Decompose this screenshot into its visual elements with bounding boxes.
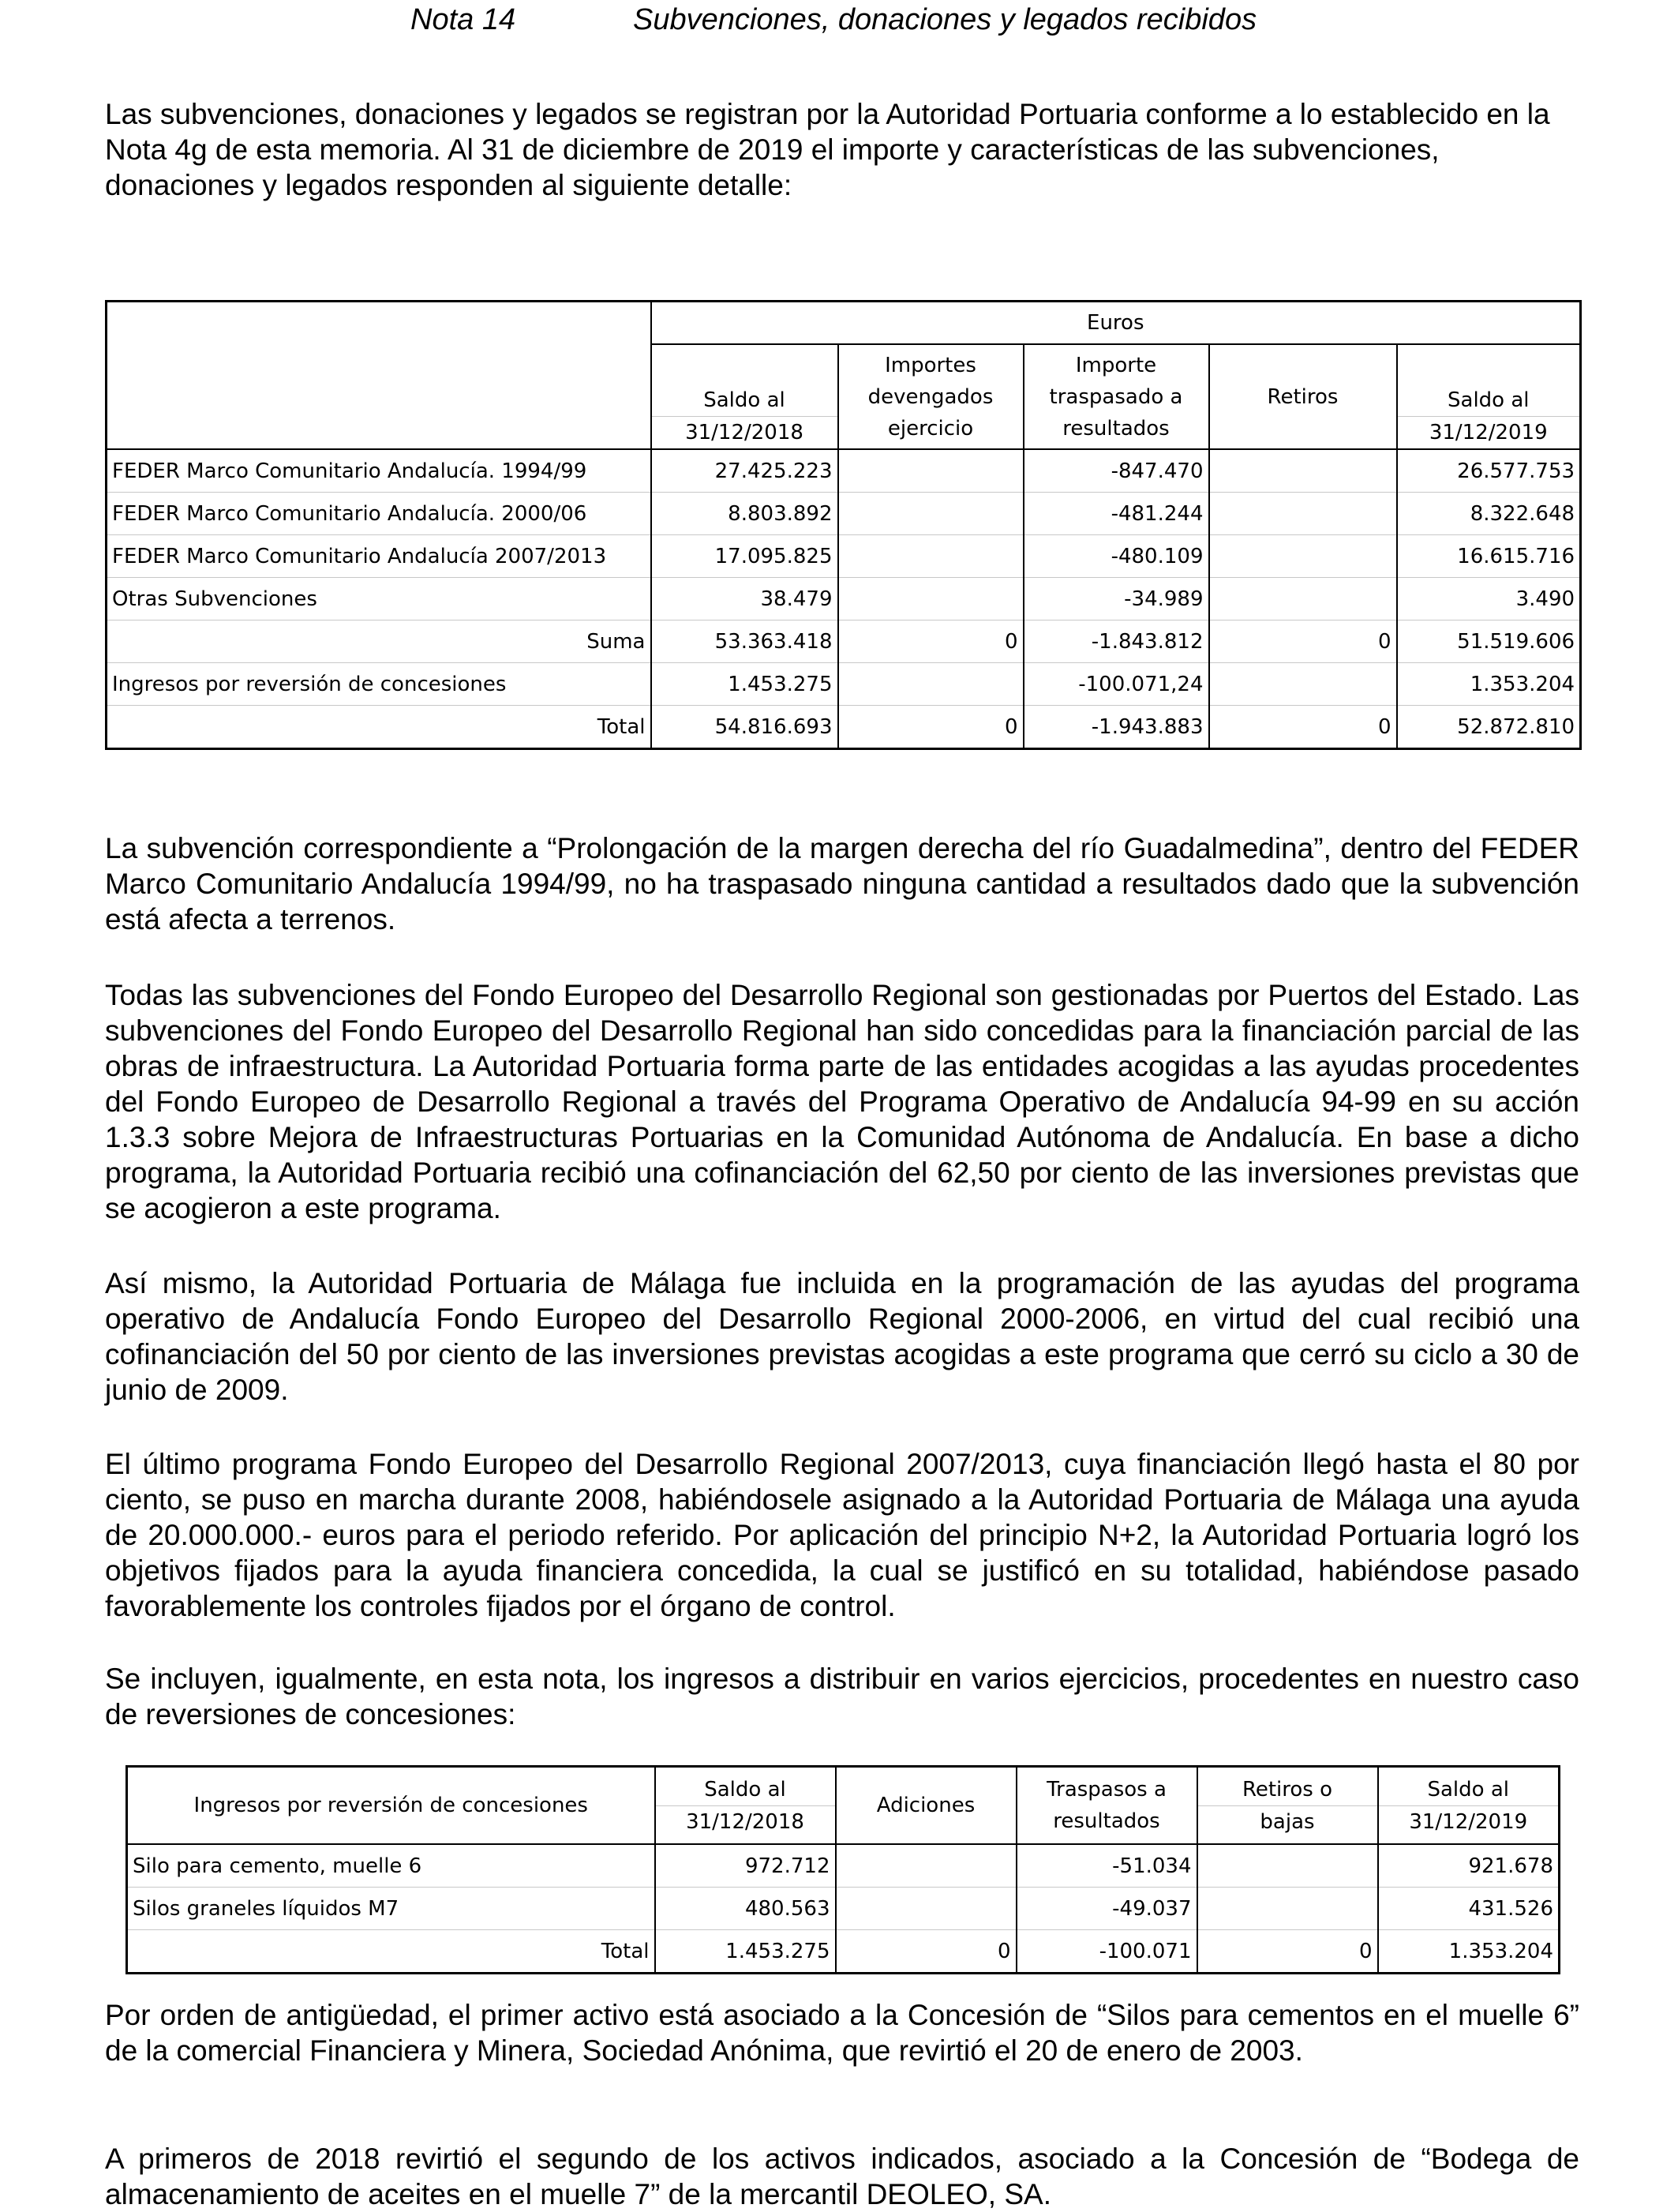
note-number: Nota 14 xyxy=(410,3,516,36)
col-traspasos xyxy=(1017,1767,1197,1845)
col2-saldo-2019-line2: 31/12/2019 xyxy=(1379,1805,1559,1838)
total-label: Total xyxy=(107,706,651,749)
col-devengados-line3: ejercicio xyxy=(887,416,974,441)
total-row xyxy=(127,1930,1560,1974)
cell-traspasado: -34.989 xyxy=(1024,578,1209,620)
cell-retiros xyxy=(1209,493,1397,535)
col-traspasado-line1: Importe xyxy=(1075,353,1157,377)
col-concepto: Ingresos por reversión de concesiones xyxy=(127,1767,655,1845)
intro-paragraph: Las subvenciones, donaciones y legados se registran por la Autoridad Portuaria conforme a lo establecido en la Nota 4g de esta memoria. Al 31 de diciembre de 2019 el importe y características de las subvenciones, donaciones y legados responden al siguiente detalle: xyxy=(105,98,1550,201)
cell-retiros xyxy=(1209,535,1397,578)
paragraph-bodega-aceites: A primeros de 2018 revirtió el segundo de los activos indicados, asociado a la Concesión de “Bodega de almacenamiento de aceites en el muelle 7” de la mercantil DEOLEO, SA. xyxy=(105,2143,1579,2210)
note-title: Subvenciones, donaciones y legados recibidos xyxy=(633,3,1257,36)
cell-saldo-2019: 16.615.716 xyxy=(1397,535,1581,578)
cell-traspasos: -49.037 xyxy=(1017,1888,1197,1930)
col-traspasado-line3: resultados xyxy=(1062,416,1170,441)
suma-traspasado: -1.843.812 xyxy=(1024,620,1209,663)
ingresos-row xyxy=(107,663,1581,706)
suma-row xyxy=(107,620,1581,663)
row-label: FEDER Marco Comunitario Andalucía. 1994/99 xyxy=(107,449,651,493)
row-label: Otras Subvenciones xyxy=(107,578,651,620)
ingresos-saldo-2019: 1.353.204 xyxy=(1397,663,1581,706)
total-saldo-2019: 52.872.810 xyxy=(1397,706,1581,749)
col-retiros-bajas-line1: Retiros o xyxy=(1242,1777,1333,1801)
cell-devengados xyxy=(838,493,1024,535)
grants-table-label-header xyxy=(107,344,651,449)
table-row xyxy=(107,535,1581,578)
col-retiros: Retiros xyxy=(1209,344,1397,449)
cell-traspasado: -481.244 xyxy=(1024,493,1209,535)
col-saldo-2018-line2: 31/12/2018 xyxy=(652,416,837,448)
grants-table-corner xyxy=(107,302,651,345)
total-retiros: 0 xyxy=(1209,706,1397,749)
cell-saldo-2018: 972.712 xyxy=(655,1844,836,1888)
col-devengados xyxy=(838,344,1024,449)
col-devengados-line2: devengados xyxy=(867,384,994,409)
col2-saldo-2019 xyxy=(1378,1767,1560,1845)
paragraph-feder-2000: Así mismo, la Autoridad Portuaria de Málaga fue incluida en la programación de las ayudas del programa operativo de Andalucía Fondo Europeo del Desarrollo Regional 2000-2006, en virtud del cual recibió una cofinanciación del 50 por ciento de las inversiones previstas acogidas a este programa que cerró su ciclo a 30 de junio de 2009. xyxy=(105,1267,1579,1406)
concessions-table xyxy=(125,1765,1560,1974)
col-saldo-2019-line1: Saldo al xyxy=(1448,388,1530,412)
total-devengados: 0 xyxy=(838,706,1024,749)
paragraph-feder-1994: Todas las subvenciones del Fondo Europeo del Desarrollo Regional son gestionadas por Puertos del Estado. Las subvenciones del Fondo Europeo del Desarrollo Regional han sido concedidas para la financiación parcial de las obras de infraestructura. La Autoridad Portuaria forma parte de las entidades acogidas a las ayudas procedentes del Fondo Europeo de Desarrollo Regional a través del Programa Operativo de Andalucía 94-99 en su acción 1.3.3 sobre Mejora de Infraestructuras Portuarias en la Comunidad Autónoma de Andalucía. En base a dicho programa, la Autoridad Portuaria recibió una cofinanciación del 62,50 por ciento de las inversiones previstas que se acogieron a este programa. xyxy=(105,979,1579,1224)
col2-saldo-2018-line2: 31/12/2018 xyxy=(656,1805,835,1838)
total-adiciones: 0 xyxy=(836,1930,1017,1974)
cell-retiros xyxy=(1209,449,1397,493)
ingresos-label: Ingresos por reversión de concesiones xyxy=(107,663,651,706)
cell-retiros xyxy=(1197,1888,1378,1930)
cell-adiciones xyxy=(836,1888,1017,1930)
table-row xyxy=(127,1888,1560,1930)
col-saldo-2018 xyxy=(651,344,838,449)
cell-traspasado: -480.109 xyxy=(1024,535,1209,578)
ingresos-retiros xyxy=(1209,663,1397,706)
col-traspasos-line1: Traspasos a xyxy=(1047,1778,1167,1801)
suma-label: Suma xyxy=(107,620,651,663)
total-traspasos: -100.071 xyxy=(1017,1930,1197,1974)
cell-devengados xyxy=(838,535,1024,578)
ingresos-traspasado: -100.071,24 xyxy=(1024,663,1209,706)
row-label: Silo para cemento, muelle 6 xyxy=(127,1844,655,1888)
cell-retiros xyxy=(1209,578,1397,620)
paragraph-feder-2007: El último programa Fondo Europeo del Desarrollo Regional 2007/2013, cuya financiación llegó hasta el 80 por ciento, se puso en marcha durante 2008, habiéndosele asignado a la Autoridad Portuaria de Málaga una ayuda de 20.000.000.- euros para el periodo referido. Por aplicación del principio N+2, la Autoridad Portuaria logró los objetivos fijados para la ayuda financiera concedida, la cual se justificó en su totalidad, habiéndose pasado favorablemente los controles fijados por el órgano de control. xyxy=(105,1448,1579,1622)
cell-devengados xyxy=(838,578,1024,620)
col-saldo-2019-line2: 31/12/2019 xyxy=(1398,416,1580,448)
col-retiros-bajas-line2: bajas xyxy=(1198,1805,1377,1838)
col-traspasado-line2: traspasado a xyxy=(1049,384,1183,409)
table-row xyxy=(107,449,1581,493)
suma-saldo-2018: 53.363.418 xyxy=(651,620,838,663)
cell-saldo-2018: 38.479 xyxy=(651,578,838,620)
row-label: Silos graneles líquidos M7 xyxy=(127,1888,655,1930)
cell-devengados xyxy=(838,449,1024,493)
suma-devengados: 0 xyxy=(838,620,1024,663)
paragraph-silos-cemento: Por orden de antigüedad, el primer activo está asociado a la Concesión de “Silos para cementos en el muelle 6” de la comercial Financiera y Minera, Sociedad Anónima, que revirtió el 20 de enero de 2003. xyxy=(105,1999,1579,2067)
total-label: Total xyxy=(127,1930,655,1974)
table-row xyxy=(107,578,1581,620)
col2-saldo-2019-line1: Saldo al xyxy=(1427,1777,1509,1801)
ingresos-devengados xyxy=(838,663,1024,706)
cell-saldo-2018: 480.563 xyxy=(655,1888,836,1930)
col-retiros-bajas xyxy=(1197,1767,1378,1845)
total-retiros: 0 xyxy=(1197,1930,1378,1974)
cell-traspasado: -847.470 xyxy=(1024,449,1209,493)
cell-saldo-2019: 26.577.753 xyxy=(1457,459,1575,483)
cell-saldo-2019: 3.490 xyxy=(1397,578,1581,620)
cell-saldo-2018: 17.095.825 xyxy=(651,535,838,578)
col-saldo-2018-line1: Saldo al xyxy=(703,388,785,412)
cell-saldo-2018: 8.803.892 xyxy=(651,493,838,535)
col-traspasos-line2: resultados xyxy=(1053,1809,1160,1833)
row-label: FEDER Marco Comunitario Andalucía. 2000/06 xyxy=(107,493,651,535)
col-devengados-line1: Importes xyxy=(885,353,976,377)
cell-saldo-2019: 431.526 xyxy=(1378,1888,1560,1930)
euros-header: Euros xyxy=(651,302,1581,345)
total-saldo-2018: 54.816.693 xyxy=(651,706,838,749)
col2-saldo-2018-line1: Saldo al xyxy=(704,1777,786,1801)
cell-adiciones xyxy=(836,1844,1017,1888)
total-row xyxy=(107,706,1581,749)
cell-traspasos: -51.034 xyxy=(1017,1844,1197,1888)
paragraph-guadalmedina: La subvención correspondiente a “Prolongación de la margen derecha del río Guadalmedina”, dentro del FEDER Marco Comunitario Andalucía 1994/99, no ha traspasado ninguna cantidad a resultados dado que la subvención está afecta a terrenos. xyxy=(105,832,1579,935)
total-traspasado: -1.943.883 xyxy=(1024,706,1209,749)
suma-retiros: 0 xyxy=(1209,620,1397,663)
col2-saldo-2018 xyxy=(655,1767,836,1845)
ingresos-saldo-2018: 1.453.275 xyxy=(651,663,838,706)
suma-saldo-2019: 51.519.606 xyxy=(1397,620,1581,663)
total-saldo-2019: 1.353.204 xyxy=(1378,1930,1560,1974)
col-saldo-2019 xyxy=(1397,344,1581,449)
cell-saldo-2019: 8.322.648 xyxy=(1397,493,1581,535)
cell-retiros xyxy=(1197,1844,1378,1888)
grants-table xyxy=(105,300,1582,750)
table-row xyxy=(127,1844,1560,1888)
paragraph-reversiones: Se incluyen, igualmente, en esta nota, los ingresos a distribuir en varios ejercicios, procedentes en nuestro caso de reversiones de concesiones: xyxy=(105,1663,1579,1730)
cell-saldo-2019: 921.678 xyxy=(1468,1854,1553,1878)
table-row xyxy=(107,493,1581,535)
row-label: FEDER Marco Comunitario Andalucía 2007/2013 xyxy=(107,535,651,578)
cell-saldo-2018: 27.425.223 xyxy=(651,449,838,493)
col-traspasado xyxy=(1024,344,1209,449)
col-adiciones: Adiciones xyxy=(836,1767,1017,1845)
total-saldo-2018: 1.453.275 xyxy=(655,1930,836,1974)
